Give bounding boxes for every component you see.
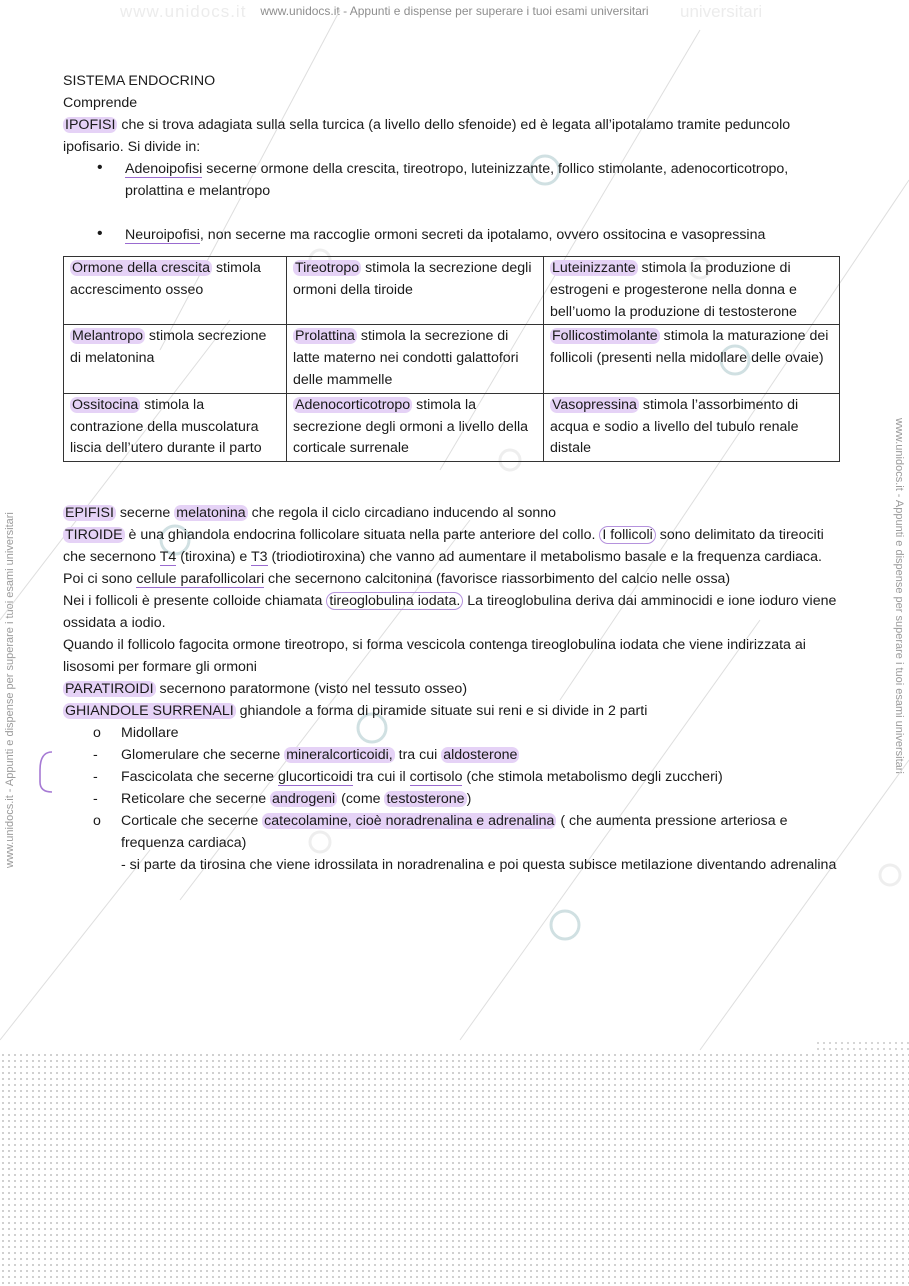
- tiroide-parafollicolari: Poi ci sono cellule parafollicolari che secernono calcitonina (favorisce riassorbimento del calcio nelle ossa): [63, 571, 731, 588]
- epifisi-term: EPIFISI: [65, 505, 114, 522]
- notes-content: [63, 70, 843, 876]
- table-cell: Vasopressina stimola l’assorbimento di acqua e sodio a livello del tubulo renale distale: [544, 393, 840, 461]
- watermark-faint-right: universitari: [680, 2, 763, 21]
- table-cell: Luteinizzante stimola la produzione di estrogeni e progesterone nella donna e bell’uomo la produzione di testosterone: [544, 257, 840, 325]
- section-title: SISTEMA ENDOCRINO: [63, 73, 216, 89]
- table-cell: Prolattina stimola la secrezione di latte materno nei condotti galattofori delle mammelle: [287, 325, 544, 393]
- ipofisi-list: [95, 158, 843, 246]
- list-item: • Neuroipofisi, non secerne ma raccoglie ormoni secreti da ipotalamo, ovvero ossitocina e vasopressina: [95, 224, 843, 246]
- dotted-background: [0, 1052, 909, 1286]
- surrenali-list: [93, 722, 843, 876]
- paratiroidi-paragraph: PARATIROIDI secernono paratormone (visto nel tessuto osseo): [65, 681, 468, 698]
- table-cell: Tireotropo stimola la secrezione degli ormoni della tiroide: [287, 257, 544, 325]
- surrenali-term: GHIANDOLE SURRENALI: [65, 703, 234, 720]
- surrenali-paragraph: GHIANDOLE SURRENALI ghiandole a forma di piramide situate sui reni e si divide in 2 parti: [65, 703, 648, 720]
- tiroide-paragraph: TIROIDE è una ghiandola endocrina follicolare situata nella parte anteriore del collo. I follicoli sono delimitato da tireociti che secernono T4 (tiroxina) e T3 (triodiotiroxina) che vanno ad aumentare il metabolismo basale e la frequenza cardiaca.: [63, 527, 824, 566]
- table-cell: Ormone della crescita stimola accrescimento osseo: [64, 257, 287, 325]
- list-item: - Fascicolata che secerne glucorticoidi tra cui il cortisolo (che stimola metabolismo degli zuccheri): [93, 769, 723, 786]
- table-row: [64, 257, 840, 325]
- list-item: o Corticale che secerne catecolamine, cioè noradrenalina e adrenalina ( che aumenta pressione arteriosa e frequenza cardiaca): [93, 813, 788, 852]
- table-cell: Adenocorticotropo stimola la secrezione degli ormoni a livello della corticale surrenale: [287, 393, 544, 461]
- watermark-side-left: www.unidocs.it - Appunti e dispense per superare i tuoi esami universitari: [4, 512, 16, 868]
- list-item: - si parte da tirosina che viene idrossilata in noradrenalina e poi questa subisce metilazione diventando adrenalina: [121, 857, 837, 874]
- watermark-top: www.unidocs.it - Appunti e dispense per superare i tuoi esami universitari: [260, 4, 649, 18]
- tiroide-fagocitosi: Quando il follicolo fagocita ormone tireotropo, si forma vescicola contenga tireoglobulina iodata che viene indirizzata ai lisosomi per formare gli ormoni: [63, 637, 806, 676]
- adenoipofisi-term: Adenoipofisi: [125, 161, 203, 177]
- ipofisi-term: IPOFISI: [65, 117, 116, 133]
- list-item: - Reticolare che secerne androgeni (come testosterone ): [93, 791, 472, 808]
- list-item: - Glomerulare che secerne mineralcorticoidi, tra cui aldosterone: [93, 747, 518, 764]
- watermark-side-right: www.unidocs.it - Appunti e dispense per superare i tuoi esami universitari: [893, 418, 905, 774]
- epifisi-paragraph: EPIFISI secerne melatonina che regola il ciclo circadiano inducendo al sonno: [65, 505, 557, 522]
- tiroide-term: TIROIDE: [65, 527, 123, 544]
- tiroide-colloide: Nei i follicoli è presente colloide chiamata tireoglobulina iodata. La tireoglobulina deriva dai amminocidi e ione ioduro viene ossidata a iodio.: [63, 593, 837, 632]
- table-row: [64, 325, 840, 393]
- paratiroidi-term: PARATIROIDI: [65, 681, 154, 698]
- table-cell: Melantropo stimola secrezione di melatonina: [64, 325, 287, 393]
- watermark-faint-left: www.unidocs.it: [120, 2, 247, 21]
- list-item: o Midollare: [93, 725, 179, 742]
- table-cell: Follicostimolante stimola la maturazione dei follicoli (presenti nella midollare delle ovaie): [544, 325, 840, 393]
- table-cell: Ossitocina stimola la contrazione della muscolatura liscia dell’utero durante il parto: [64, 393, 287, 461]
- table-row: [64, 393, 840, 461]
- neuroipofisi-term: Neuroipofisi: [125, 227, 200, 243]
- list-item: • Adenoipofisi secerne ormone della crescita, tireotropo, luteinizzante, follico stimolante, adenocorticotropo, prolattina e melantropo: [95, 158, 843, 202]
- intro-text: Comprende: [63, 95, 138, 111]
- ipofisi-paragraph: IPOFISI che si trova adagiata sulla sella turcica (a livello dello sfenoide) ed è legata all’ipotalamo tramite peduncolo ipofisario. Si divide in:: [63, 117, 791, 155]
- hormones-table: [63, 256, 840, 462]
